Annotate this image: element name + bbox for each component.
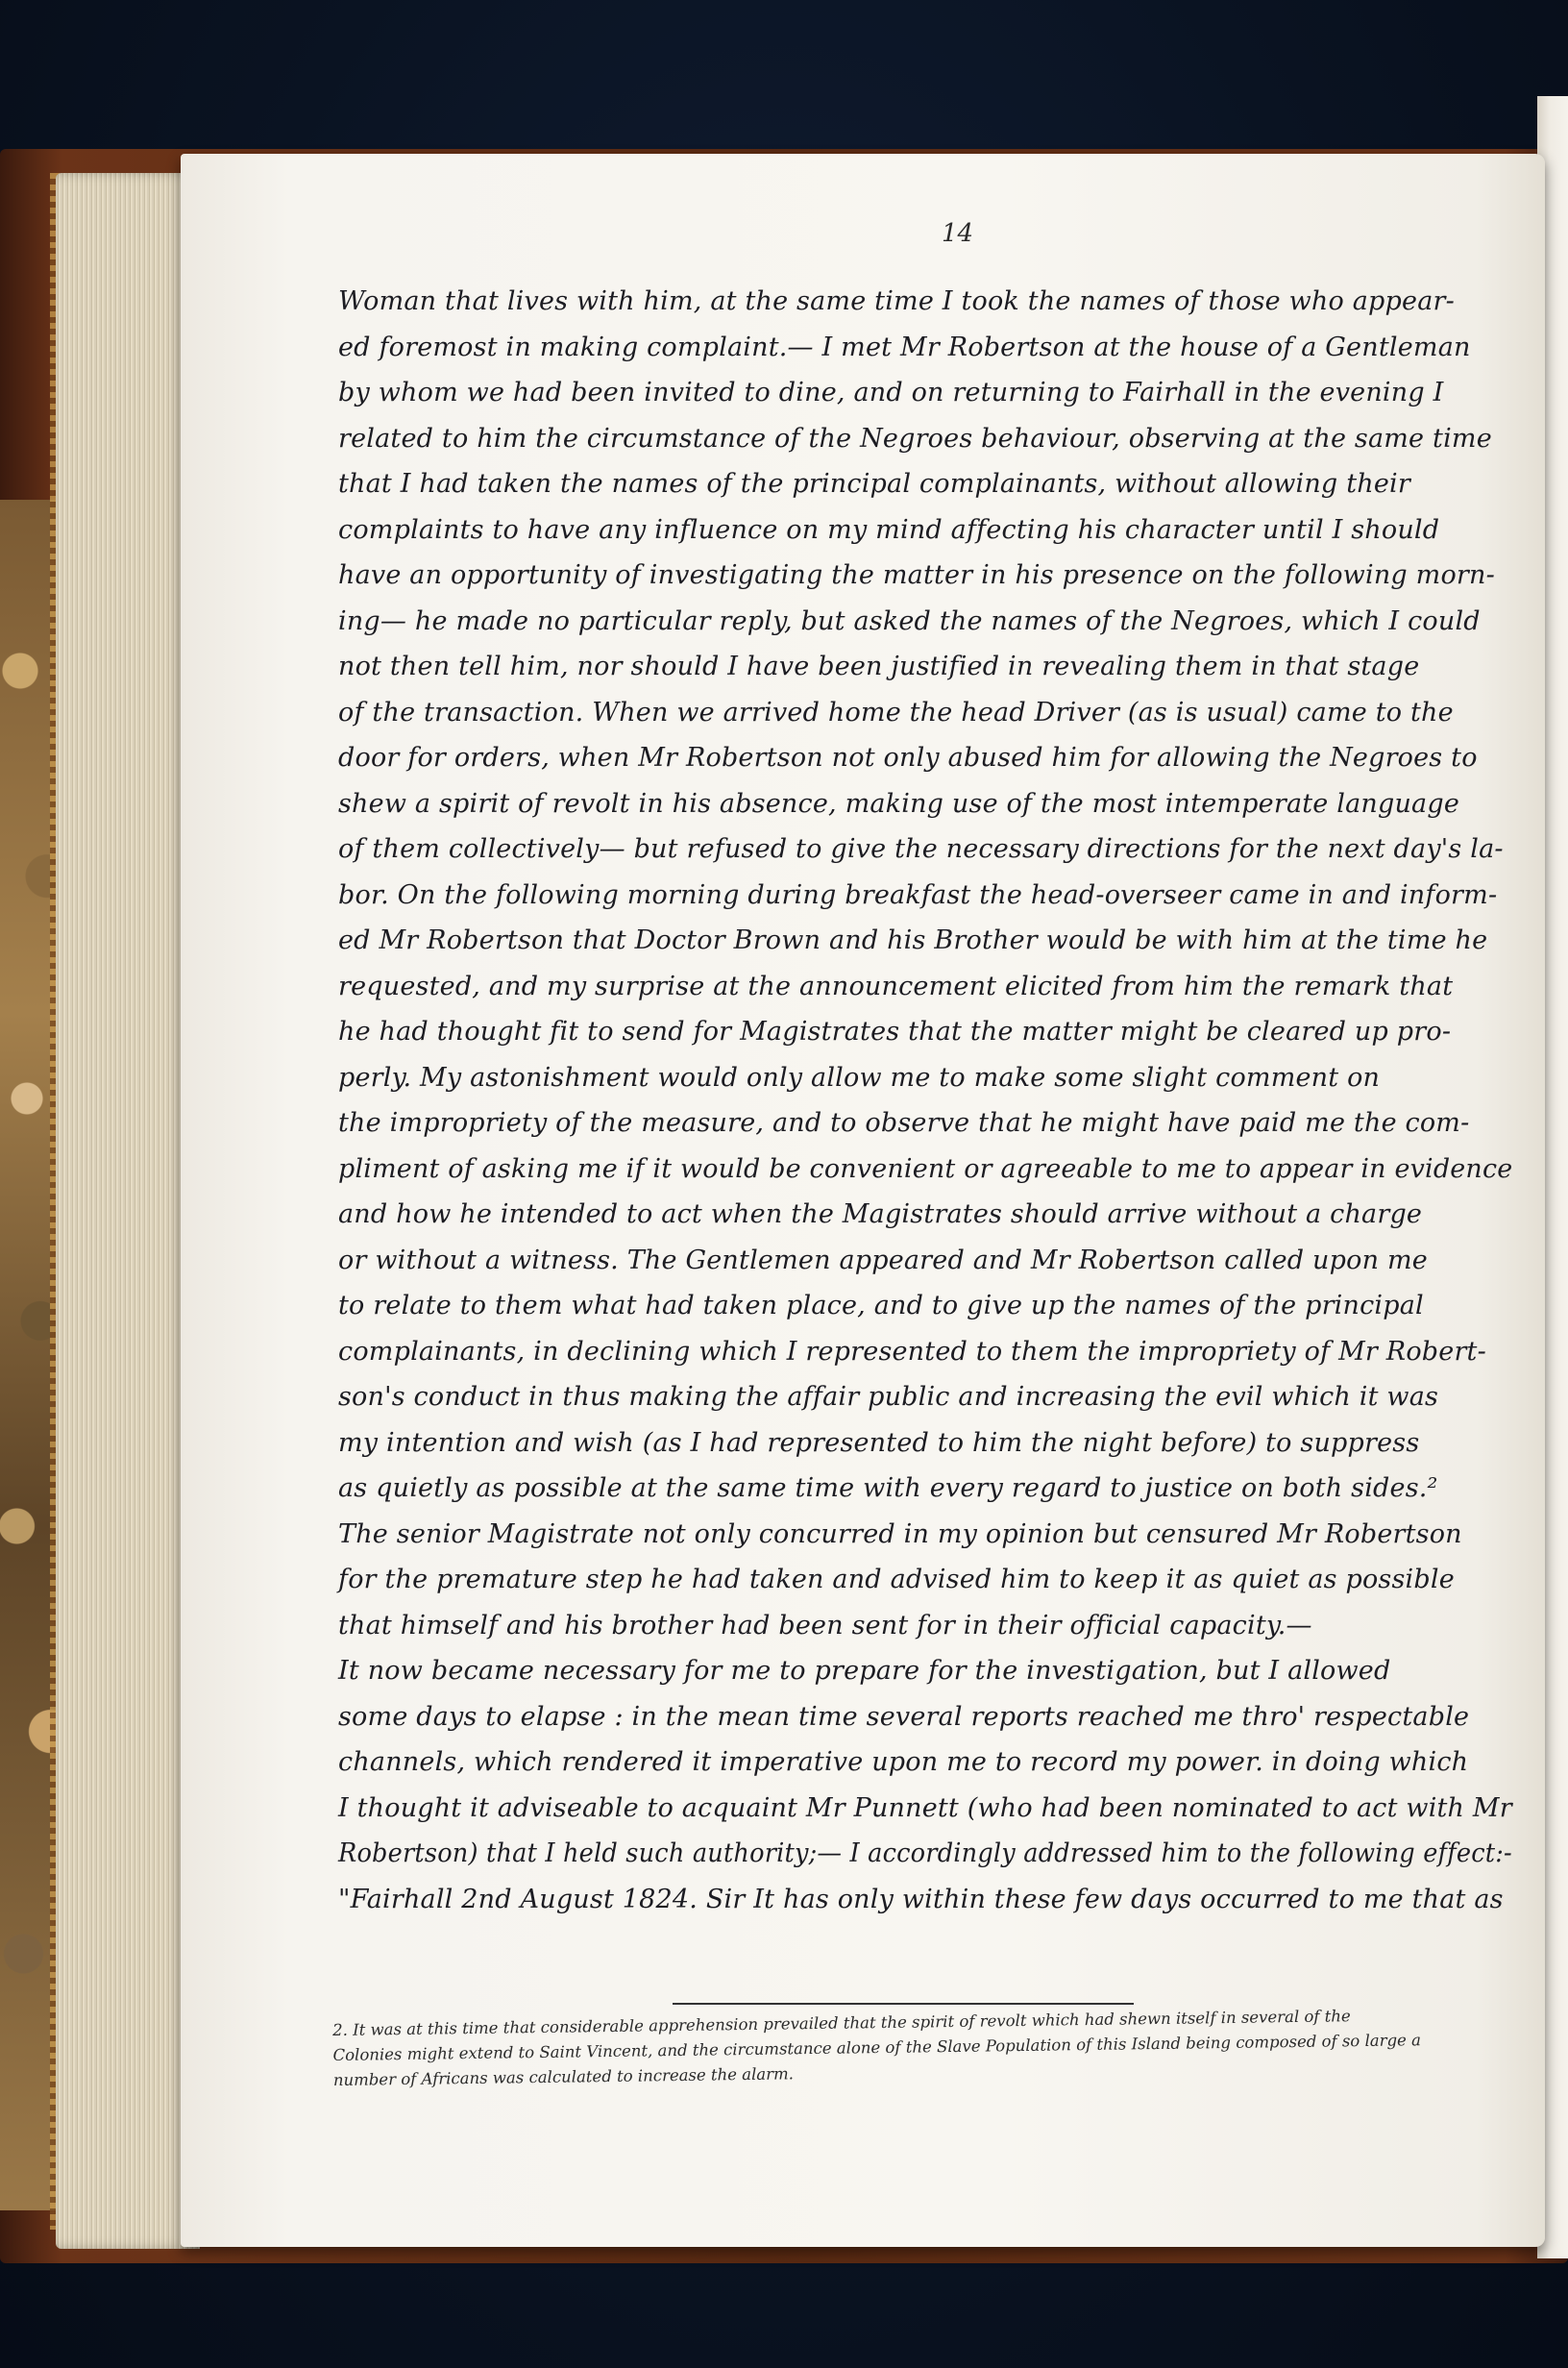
text-line: I thought it adviseable to acquaint Mr Punnett (who had been nominated to act with Mr [338, 1792, 1512, 1823]
text-line: of the transaction. When we arrived home the head Driver (as is usual) came to the [338, 697, 1454, 728]
text-line: pliment of asking me if it would be convenient or agreeable to me to appear in evidence [338, 1153, 1513, 1184]
text-line: door for orders, when Mr Robertson not only abused him for allowing the Negroes to [338, 743, 1478, 773]
text-line: channels, which rendered it imperative upon me to record my power. in doing which [338, 1747, 1469, 1777]
text-line: perly. My astonishment would only allow me to make some slight comment on [338, 1062, 1381, 1093]
text-line: by whom we had been invited to dine, and on returning to Fairhall in the evening I [338, 378, 1444, 407]
text-line: or without a witness. The Gentlemen appeared and Mr Robertson called upon me [338, 1245, 1428, 1275]
text-line: Robertson) that I held such authority;— I accordingly addressed him to the following effect:- [338, 1838, 1512, 1868]
text-line: The senior Magistrate not only concurred in my opinion but censured Mr Robertson [338, 1518, 1462, 1549]
text-line: as quietly as possible at the same time with every regard to justice on both sides.² [338, 1473, 1438, 1503]
text-line: to relate to them what had taken place, and to give up the names of the principal [338, 1291, 1424, 1320]
text-line: that I had taken the names of the principal complainants, without allowing their [338, 469, 1410, 499]
text-line: of them collectively— but refused to give the necessary directions for the next day's la- [338, 834, 1504, 864]
page-number: 14 [942, 219, 974, 248]
text-line: have an opportunity of investigating the matter in his presence on the following morn- [338, 560, 1495, 590]
page-body [338, 279, 1512, 1922]
text-line: the impropriety of the measure, and to observe that he might have paid me the com- [338, 1108, 1470, 1138]
text-line: that himself and his brother had been sent for in their official capacity.— [338, 1610, 1312, 1640]
text-line: for the premature step he had taken and advised him to keep it as quiet as possible [338, 1565, 1455, 1594]
text-line: some days to elapse : in the mean time several reports reached me thro' respectable [338, 1701, 1470, 1732]
text-line: he had thought fit to send for Magistrates that the matter might be cleared up pro- [338, 1017, 1452, 1047]
text-line: ed Mr Robertson that Doctor Brown and his Brother would be with him at the time he [338, 925, 1488, 955]
text-line: Woman that lives with him, at the same time I took the names of those who appear- [338, 286, 1455, 316]
text-line: son's conduct in thus making the affair public and increasing the evil which it was [338, 1382, 1439, 1412]
text-line: requested, and my surprise at the announcement elicited from him the remark that [338, 971, 1454, 1001]
footnote-line: 2. It was at this time that considerable apprehension prevailed that the spirit of revolt which had shewn itself in several of the [332, 2007, 1351, 2039]
text-line: and how he intended to act when the Magistrates should arrive without a charge [338, 1199, 1423, 1229]
text-line: bor. On the following morning during breakfast the head-overseer came in and inform- [338, 879, 1498, 910]
text-line: complainants, in declining which I represented to them the impropriety of Mr Robert- [338, 1336, 1486, 1367]
page-edges [56, 173, 200, 2249]
text-line: "Fairhall 2nd August 1824. Sir It has only within these few days occurred to me that as [338, 1884, 1504, 1914]
text-line: my intention and wish (as I had represented to him the night before) to suppress [338, 1427, 1420, 1458]
text-line: related to him the circumstance of the Negroes behaviour, observing at the same time [338, 423, 1492, 454]
footnote-line: Colonies might extend to Saint Vincent, and the circumstance alone of the Slave Population of this Island being composed of so large a [332, 2031, 1422, 2064]
text-line: ing— he made no particular reply, but asked the names of the Negroes, which I could [338, 605, 1481, 636]
text-line: ed foremost in making complaint.— I met Mr Robertson at the house of a Gentleman [338, 332, 1471, 362]
text-line: not then tell him, nor should I have been justified in revealing them in that stage [338, 652, 1420, 681]
text-line: shew a spirit of revolt in his absence, making use of the most intemperate language [338, 788, 1460, 819]
footnote-divider [673, 2003, 1134, 2005]
text-line: It now became necessary for me to prepare for the investigation, but I allowed [338, 1656, 1391, 1686]
footnote-line: number of Africans was calculated to increase the alarm. [332, 2064, 795, 2089]
text-line: complaints to have any influence on my mind affecting his character until I should [338, 514, 1440, 545]
